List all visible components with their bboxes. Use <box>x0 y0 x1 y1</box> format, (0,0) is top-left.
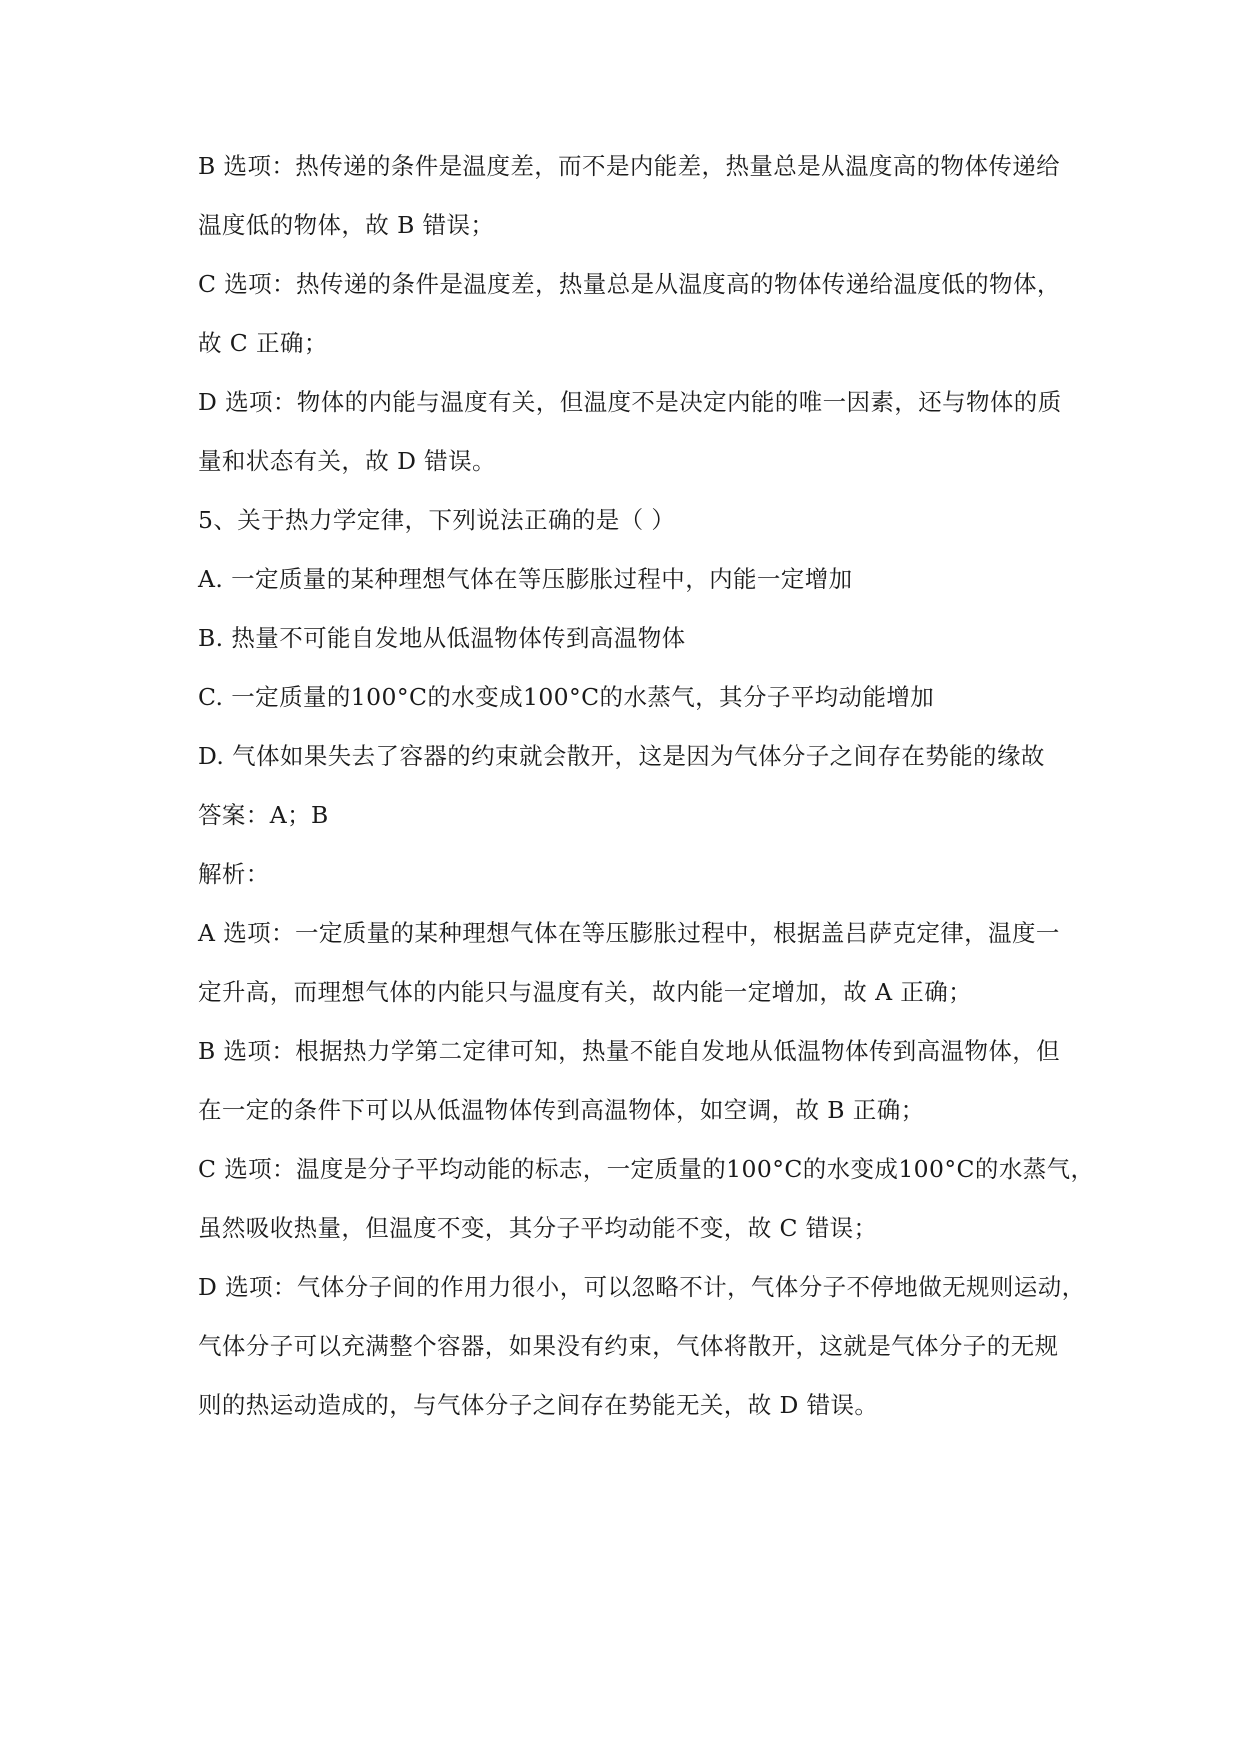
option-b: B. 热量不可能自发地从低温物体传到高温物体 <box>198 624 686 652</box>
text-line: 温度低的物体，故 B 错误； <box>198 211 495 239</box>
text-line: 在一定的条件下可以从低温物体传到高温物体，如空调，故 B 正确； <box>198 1096 925 1124</box>
text-line: D 选项：物体的内能与温度有关，但温度不是决定内能的唯一因素，还与物体的质 <box>198 388 1062 416</box>
text-line: B 选项：热传递的条件是温度差，而不是内能差，热量总是从温度高的物体传递给 <box>198 152 1061 180</box>
text-line: A 选项：一定质量的某种理想气体在等压膨胀过程中，根据盖吕萨克定律，温度一 <box>198 919 1060 947</box>
option-d: D. 气体如果失去了容器的约束就会散开，这是因为气体分子之间存在势能的缘故 <box>198 742 1045 770</box>
text-line: 定升高，而理想气体的内能只与温度有关，故内能一定增加，故 A 正确； <box>198 978 973 1006</box>
text-line: 虽然吸收热量，但温度不变，其分子平均动能不变，故 C 错误； <box>198 1214 878 1242</box>
option-a: A. 一定质量的某种理想气体在等压膨胀过程中，内能一定增加 <box>198 565 853 593</box>
answer-line: 答案：A；B <box>198 801 329 829</box>
question-title: 5、关于热力学定律，下列说法正确的是（ ） <box>198 506 676 534</box>
text-line: 故 C 正确； <box>198 329 328 357</box>
text-line: C 选项：温度是分子平均动能的标志，一定质量的100°C的水变成100°C的水蒸气， <box>198 1155 1095 1183</box>
text-line: 气体分子可以充满整个容器，如果没有约束，气体将散开，这就是气体分子的无规 <box>198 1332 1059 1360</box>
text-line: C 选项：热传递的条件是温度差，热量总是从温度高的物体传递给温度低的物体， <box>198 270 1061 298</box>
option-c: C. 一定质量的100°C的水变成100°C的水蒸气，其分子平均动能增加 <box>198 683 935 711</box>
text-line: 量和状态有关，故 D 错误。 <box>198 447 496 475</box>
text-line: D 选项：气体分子间的作用力很小，可以忽略不计，气体分子不停地做无规则运动， <box>198 1273 1086 1301</box>
text-line: 则的热运动造成的，与气体分子之间存在势能无关，故 D 错误。 <box>198 1391 879 1419</box>
analysis-heading: 解析： <box>198 860 270 888</box>
text-line: B 选项：根据热力学第二定律可知，热量不能自发地从低温物体传到高温物体，但 <box>198 1037 1061 1065</box>
